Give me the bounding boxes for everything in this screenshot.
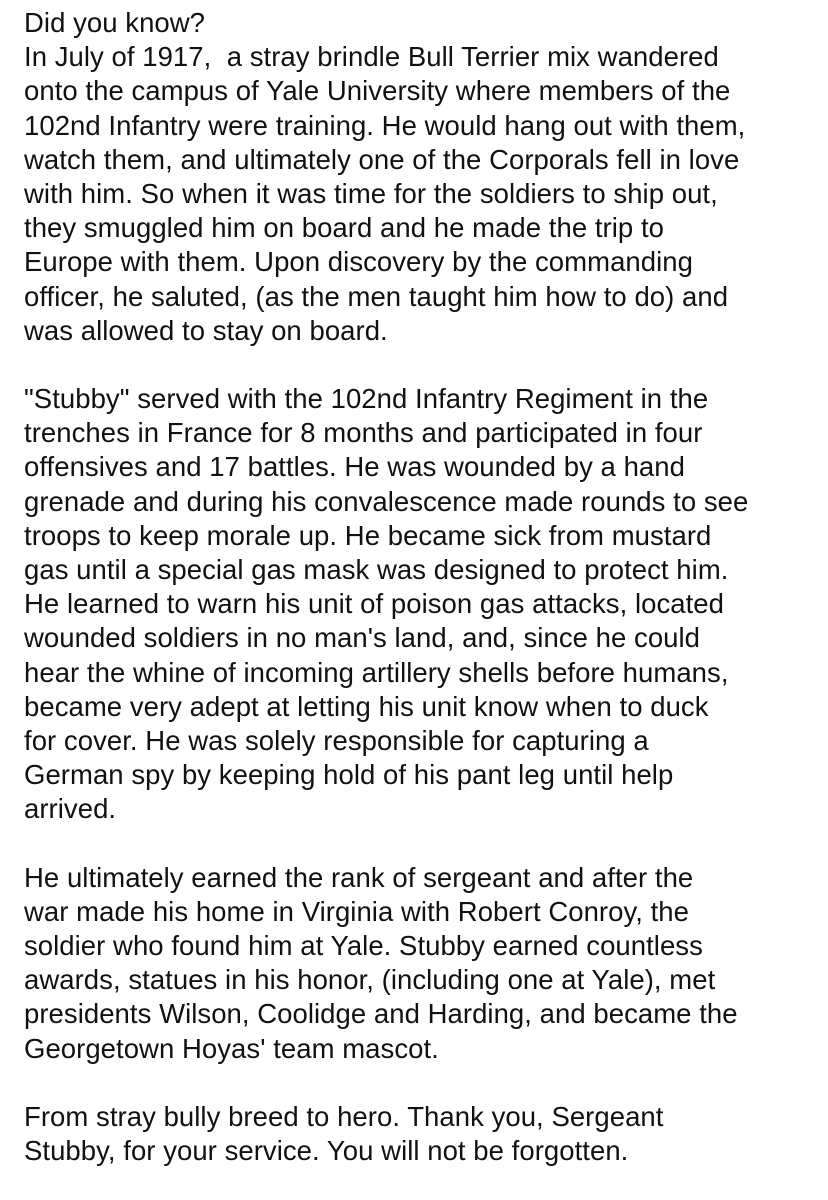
text-line: hear the whine of incoming artillery shells before humans, — [24, 656, 729, 688]
text-line: gas until a special gas mask was designed to protect him. — [24, 554, 729, 585]
paragraph-3 — [24, 861, 812, 1066]
paragraph-4 — [24, 1100, 812, 1168]
text-line: grenade and during his convalescence made rounds to see — [24, 485, 749, 517]
text-line: they smuggled him on board and he made the trip to — [24, 212, 664, 244]
text-line: Stubby, for your service. You will not be forgotten. — [24, 1135, 629, 1167]
text-line: arrived. — [24, 793, 117, 825]
text-line: soldier who found him at Yale. Stubby earned countless — [24, 930, 703, 962]
paragraph-gap — [24, 827, 812, 861]
text-line: Europe with them. Upon discovery by the commanding — [24, 246, 693, 278]
text-line: with him. So when it was time for the soldiers to ship out, — [24, 177, 718, 209]
text-line: "Stubby" served with the 102nd Infantry Regiment in the — [24, 383, 709, 415]
note-heading: Did you know? — [24, 7, 206, 38]
text-line: offensives and 17 battles. He was wounded by a hand — [24, 451, 685, 483]
text-line: presidents Wilson, Coolidge and Harding, and became the — [24, 998, 738, 1030]
text-line: became very adept at letting his unit know when to duck — [24, 690, 709, 722]
paragraph-1 — [24, 40, 812, 348]
text-line: Georgetown Hoyas' team mascot. — [24, 1032, 439, 1064]
text-line: awards, statues in his honor, (including one at Yale), met — [24, 964, 716, 996]
text-line: war made his home in Virginia with Robert Conroy, the — [24, 895, 689, 927]
paragraph-gap — [24, 1066, 812, 1100]
text-line: German spy by keeping hold of his pant leg until help — [24, 759, 674, 791]
text-line: He ultimately earned the rank of sergeant and after the — [24, 861, 694, 893]
paragraph-2 — [24, 382, 812, 826]
paragraph-gap — [24, 348, 812, 382]
text-line: onto the campus of Yale University where members of the — [24, 75, 731, 107]
text-line: He learned to warn his unit of poison gas attacks, located — [24, 588, 724, 620]
text-line: In July of 1917, a stray brindle Bull Terrier mix wandered — [24, 41, 719, 73]
text-line: troops to keep morale up. He became sick from mustard — [24, 519, 712, 551]
text-line: for cover. He was solely responsible for capturing a — [24, 724, 649, 756]
text-line: was allowed to stay on board. — [24, 314, 388, 346]
text-line: From stray bully breed to hero. Thank you, Sergeant — [24, 1101, 664, 1132]
text-line: 102nd Infantry were training. He would hang out with them, — [24, 109, 746, 141]
text-line: watch them, and ultimately one of the Corporals fell in love — [24, 143, 740, 175]
text-line: trenches in France for 8 months and participated in four — [24, 417, 703, 449]
text-line: wounded soldiers in no man's land, and, since he could — [24, 622, 701, 654]
text-line: officer, he saluted, (as the men taught him how to do) and — [24, 280, 729, 312]
